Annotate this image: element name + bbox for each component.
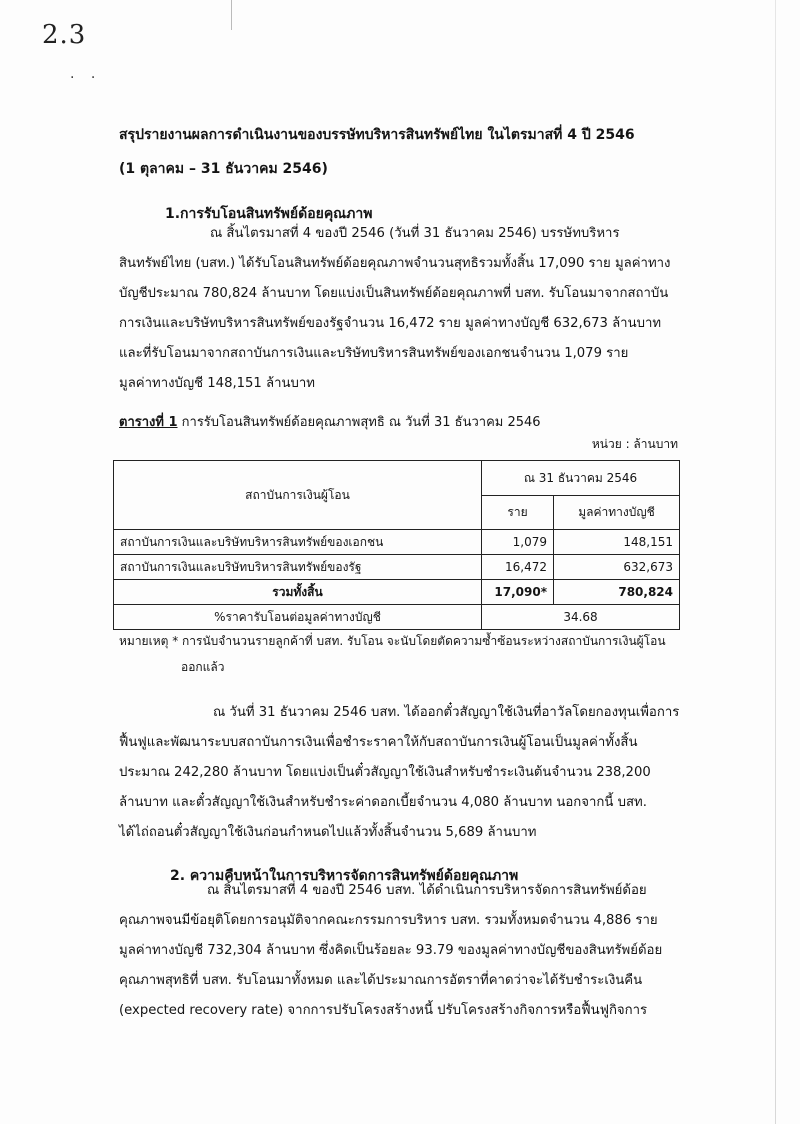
- table-1-footnote: [119, 628, 666, 680]
- scan-artifact-line: [231, 0, 232, 30]
- paragraph-line: ประมาณ 242,280 ล้านบาท โดยแบ่งเป็นตั๋วสัญญาใช้เงินสำหรับชำระเงินต้นจำนวน 238,200: [119, 765, 651, 780]
- ratio-value: 34.68: [482, 605, 680, 630]
- paragraph-line: ล้านบาท และตั๋วสัญญาใช้เงินสำหรับชำระค่าดอกเบี้ยจำนวน 4,080 ล้านบาท นอกจากนี้ บสท.: [119, 795, 647, 810]
- paragraph-line: คุณภาพจนมีข้อยุติโดยการอนุมัติจากคณะกรรมการบริหาร บสท. รวมทั้งหมดจำนวน 4,886 ราย: [119, 913, 658, 928]
- paragraph-line: ณ วันที่ 31 ธันวาคม 2546 บสท. ได้ออกตั๋วสัญญาใช้เงินที่อาวัลโดยกองทุนเพื่อการ: [213, 705, 680, 720]
- handwritten-page-number: 2.3: [42, 20, 87, 50]
- paragraph-line: ณ สิ้นไตรมาสที่ 4 ของปี 2546 (วันที่ 31 ธันวาคม 2546) บรรษัทบริหาร: [210, 226, 620, 241]
- table-1-unit: หน่วย : ล้านบาท: [591, 437, 678, 451]
- paragraph-line: (expected recovery rate) จากการปรับโครงสร้างหนี้ ปรับโครงสร้างกิจการหรือฟื้นฟูกิจการ: [119, 1003, 648, 1018]
- table-1: [113, 460, 680, 630]
- footnote-line-2: ออกแล้ว: [181, 660, 225, 674]
- paragraph-line: คุณภาพสุทธิที่ บสท. รับโอนมาทั้งหมด และได้ประมาณการอัตราที่คาดว่าจะได้รับชำระเงินคืน: [119, 973, 643, 988]
- scan-artifact-edge: [775, 0, 776, 1124]
- section-2-paragraph: [119, 876, 662, 1026]
- title-line-2: (1 ตุลาคม – 31 ธันวาคม 2546): [119, 161, 328, 177]
- table-1-caption-label: ตารางที่ 1: [119, 415, 178, 430]
- row-name: สถาบันการเงินและบริษัทบริหารสินทรัพย์ของเอกชน: [114, 530, 482, 555]
- handwritten-dots: . .: [70, 66, 102, 82]
- paragraph-line: บัญชีประมาณ 780,824 ล้านบาท โดยแบ่งเป็นสินทรัพย์ด้อยคุณภาพที่ บสท. รับโอนมาจากสถาบัน: [119, 286, 669, 301]
- row-count: 16,472: [482, 555, 554, 580]
- section-2-heading: 2. ความคืบหน้าในการบริหารจัดการสินทรัพย์ด้อยคุณภาพ: [170, 868, 519, 884]
- title-line-1: สรุปรายงานผลการดำเนินงานของบรรษัทบริหารสินทรัพย์ไทย ในไตรมาสที่ 4 ปี 2546: [119, 127, 635, 143]
- row-value: 148,151: [554, 530, 680, 555]
- header-value: มูลค่าทางบัญชี: [554, 496, 680, 530]
- header-institution: สถาบันการเงินผู้โอน: [114, 461, 482, 530]
- table-header-row: [114, 461, 680, 496]
- paragraph-line: สินทรัพย์ไทย (บสท.) ได้รับโอนสินทรัพย์ด้อยคุณภาพจำนวนสุทธิรวมทั้งสิ้น 17,090 ราย มูลค่าทาง: [119, 256, 671, 271]
- section-1-heading: 1.การรับโอนสินทรัพย์ด้อยคุณภาพ: [165, 206, 373, 222]
- table-total-row: [114, 580, 680, 605]
- row-value: 632,673: [554, 555, 680, 580]
- table-1-caption: [119, 411, 541, 432]
- section-1-paragraph: [119, 219, 671, 399]
- table-row: [114, 555, 680, 580]
- total-value: 780,824: [554, 580, 680, 605]
- paragraph-line: มูลค่าทางบัญชี 148,151 ล้านบาท: [119, 376, 315, 391]
- paragraph-line: การเงินและบริษัทบริหารสินทรัพย์ของรัฐจำนวน 16,472 ราย มูลค่าทางบัญชี 632,673 ล้านบาท: [119, 316, 662, 331]
- header-count: ราย: [482, 496, 554, 530]
- paragraph-line: มูลค่าทางบัญชี 732,304 ล้านบาท ซึ่งคิดเป็นร้อยละ 93.79 ของมูลค่าทางบัญชีของสินทรัพย์ด้อย: [119, 943, 663, 958]
- table-1-caption-text: การรับโอนสินทรัพย์ด้อยคุณภาพสุทธิ ณ วันที่ 31 ธันวาคม 2546: [177, 415, 541, 430]
- total-label: รวมทั้งสิ้น: [114, 580, 482, 605]
- table-row: [114, 530, 680, 555]
- page-title: [119, 118, 739, 186]
- footnote-line-1: หมายเหตุ * การนับจำนวนรายลูกค้าที่ บสท. รับโอน จะนับโดยตัดความซ้ำซ้อนระหว่างสถาบันการเงินผู้โอน: [119, 634, 666, 648]
- row-count: 1,079: [482, 530, 554, 555]
- paragraph-line: ฟื้นฟูและพัฒนาระบบสถาบันการเงินเพื่อชำระราคาให้กับสถาบันการเงินผู้โอนเป็นมูลค่าทั้งสิ้น: [119, 735, 638, 750]
- table-ratio-row: [114, 605, 680, 630]
- total-count: 17,090*: [482, 580, 554, 605]
- paragraph-line: ได้ไถ่ถอนตั๋วสัญญาใช้เงินก่อนกำหนดไปแล้วทั้งสิ้นจำนวน 5,689 ล้านบาท: [119, 825, 537, 840]
- header-date: ณ 31 ธันวาคม 2546: [482, 461, 680, 496]
- paragraph-line: ณ สิ้นไตรมาสที่ 4 ของปี 2546 บสท. ได้ดำเนินการบริหารจัดการสินทรัพย์ด้อย: [207, 883, 647, 898]
- row-name: สถาบันการเงินและบริษัทบริหารสินทรัพย์ของรัฐ: [114, 555, 482, 580]
- paragraph-line: และที่รับโอนมาจากสถาบันการเงินและบริษัทบริหารสินทรัพย์ของเอกชนจำนวน 1,079 ราย: [119, 346, 629, 361]
- ratio-label: %ราคารับโอนต่อมูลค่าทางบัญชี: [114, 605, 482, 630]
- note-issuance-paragraph: [119, 698, 679, 848]
